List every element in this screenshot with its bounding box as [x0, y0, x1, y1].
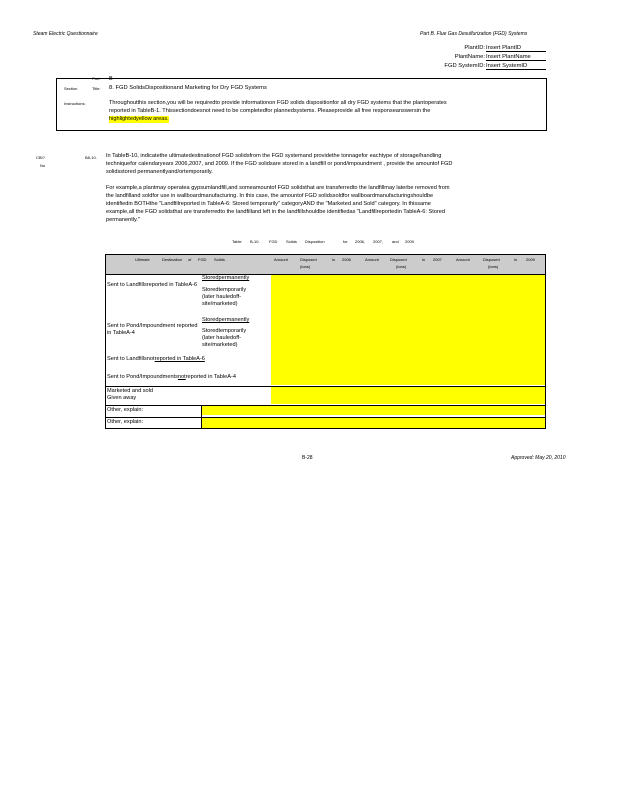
row-pond-not-reported — [107, 374, 236, 381]
system-id-value[interactable]: Insert SystemID — [486, 63, 546, 70]
table-border-bottom — [105, 428, 545, 429]
table-border-right — [545, 254, 546, 429]
approved-date: Approved: May 20, 2010 — [511, 455, 566, 461]
head-2007-disposed: Disposed — [390, 257, 407, 262]
caption-fgd: FGD — [269, 239, 278, 244]
instructions-line-1: Throughoutthis section,you will be requiredto provide informationon FGD solids dispositionfor all dry FGD systems that the plantoperates — [109, 100, 447, 106]
row-stored-temporarily-2b: (later hauledoff- — [202, 335, 242, 341]
row-landfill-not-pre: Sent to Landfillsnot — [107, 356, 155, 362]
caption-solids: Solids — [286, 239, 297, 244]
row-stored-permanently-2: Storedpermanently — [202, 317, 250, 323]
part-value: B — [109, 76, 113, 82]
plant-id-row — [400, 45, 546, 53]
system-id-row — [400, 63, 546, 71]
plant-name-row — [400, 54, 546, 62]
head-2006-amount: Amount — [274, 257, 288, 262]
question-para1-line2: techniquefor calendaryears 2006,2007, and 2009. If the FGD solidsare stored in a landfill or pond/impoundment , provide the amountof FGD — [106, 161, 453, 167]
instructions-line-2: reported in TableB-1. Thissectiondoesnot need to be completedfor plannedsystems. Pleaseprovide all free responseanswersin the — [109, 108, 431, 114]
marketed-input-area[interactable] — [271, 387, 545, 404]
question-para2-line1: For example,a plantmay operatea gypsumlandfill,and someamountof FGD solidsthat are transferredto the landfillmay laterbe removed from — [106, 185, 450, 191]
question-para2-line3: identifiedin BOTHthe "Landfillreported in TableA-6: Stored temporarily" categoryAND the "Marketed and Sold" category. In thissame — [106, 201, 431, 207]
row-stored-temporarily-1a: Storedtemporarily — [202, 287, 247, 293]
other-1-input-area[interactable] — [201, 406, 545, 415]
section-title: 8. FGD SolidsDispositionand Marketing for Dry FGD Systems — [109, 85, 267, 91]
question-number: B8-10. — [85, 155, 97, 160]
row-marketed: Marketed and sold — [107, 388, 154, 394]
row-landfill-not-reported — [107, 356, 205, 363]
table-border-left — [105, 254, 106, 429]
fgd-solids-table — [105, 254, 545, 428]
head-2007-tons: (tons) — [396, 264, 407, 269]
instruction-box — [56, 78, 547, 131]
question-para2-line2: the landfilland soldfor use in wallboardmanufacturing. In this case, the amountof FGD solidssoldfor wallboardmanufacturingshouldbe — [106, 193, 434, 199]
head-2006-disposed: Disposed — [300, 257, 317, 262]
system-id-label: FGD SystemID: — [444, 63, 485, 69]
header-left: Steam Electric Questionnaire — [33, 31, 98, 37]
caption-disposition: Disposition — [305, 239, 325, 244]
cbi-value[interactable]: No — [40, 163, 46, 168]
cbi-label: CBI? — [36, 155, 45, 160]
plant-name-label: PlantName: — [454, 54, 485, 60]
header-right: Part B. Flue Gas Desulfurization (FGD) Systems — [420, 31, 528, 37]
question-para1-line3: solidsstored permanentlyand/ortemporarily. — [106, 169, 213, 175]
head-2009-disposed: Disposed — [483, 257, 500, 262]
row-pond-not-pre: Sent to Pond/Impoundments — [107, 374, 178, 380]
row-stored-temporarily-1b: (later hauledoff- — [202, 294, 242, 300]
part-label: Part: — [92, 76, 101, 81]
head-destination: Destination — [162, 257, 183, 262]
row-pond-not-ul: not — [177, 374, 186, 380]
caption-year1: 2006, — [355, 239, 366, 244]
head-2009-year: 2009 — [526, 257, 535, 262]
question-para1-line1: In TableB-10, indicatethe ultimatedestinationof FGD solidsfrom the FGD systemand providethe tonnagefor eachtype of storage/handling — [106, 153, 442, 159]
table-divider-marketed — [105, 386, 545, 387]
head-fgd: FGD — [198, 257, 207, 262]
row-stored-temporarily-1c: site/marketed) — [202, 301, 238, 307]
row-stored-permanently-1: Storedpermanently — [202, 275, 250, 281]
table-divider-other-label — [201, 405, 202, 429]
section-label: Section — [64, 86, 78, 91]
plant-name-value[interactable]: Insert PlantName — [486, 54, 546, 61]
head-2009-tons: (tons) — [488, 264, 499, 269]
head-of: of — [188, 257, 192, 262]
head-2007-amount: Amount — [365, 257, 379, 262]
head-2006-tons: (tons) — [300, 264, 311, 269]
caption-table: Table — [232, 239, 242, 244]
head-2009-in: in — [514, 257, 518, 262]
row-given-away: Given away — [107, 395, 137, 401]
caption-number: B-10. — [250, 239, 260, 244]
row-pond-not-post: reported in TableA-4 — [185, 374, 236, 380]
plant-id-label: PlantID: — [464, 45, 485, 51]
instructions-line-3: highlightedyellow areas. — [109, 116, 169, 122]
head-2006-year: 2006 — [342, 257, 351, 262]
row-pond-reported: Sent to Pond/Impoundment reported in TableA-4 — [107, 323, 198, 336]
caption-for: for — [343, 239, 348, 244]
row-stored-temporarily-2a: Storedtemporarily — [202, 328, 247, 334]
head-ultimate: Ultimate — [135, 257, 150, 262]
table-border-top — [105, 254, 545, 255]
table-divider-other2 — [105, 417, 545, 418]
head-2007-in: in — [422, 257, 426, 262]
head-2006-in: in — [332, 257, 336, 262]
row-other-1: Other, explain: — [107, 407, 144, 413]
head-solids: Solids — [214, 257, 225, 262]
row-landfill-not-post: reported in TableA-6 — [154, 356, 205, 362]
instructions-label: Instructions: — [64, 101, 86, 106]
row-other-2: Other, explain: — [107, 419, 144, 425]
question-para2-line4: example,all the FGD solidsthat are transferredto the landfilland left in the landfillshouldbe identifiedas "Landfillreportedin TableA-6: Stored — [106, 209, 445, 215]
amount-input-area[interactable] — [271, 275, 545, 385]
row-landfill-reported: Sent to Landfillsreported in TableA-6 — [107, 282, 198, 288]
page-number: B-28 — [302, 455, 313, 461]
caption-and: and — [392, 239, 399, 244]
title-label: Title: — [92, 86, 101, 91]
other-2-input-area[interactable] — [201, 418, 545, 428]
head-2009-amount: Amount — [456, 257, 470, 262]
caption-year3: 2009 — [405, 239, 414, 244]
row-stored-temporarily-2c: site/marketed) — [202, 342, 238, 348]
table-header-divider — [105, 274, 545, 275]
table-divider-other1 — [105, 405, 545, 406]
question-para2-line5: permanently." — [106, 217, 140, 223]
caption-year2: 2007, — [373, 239, 384, 244]
head-2007-year: 2007 — [433, 257, 442, 262]
plant-id-value[interactable]: Insert PlantID — [486, 45, 546, 52]
